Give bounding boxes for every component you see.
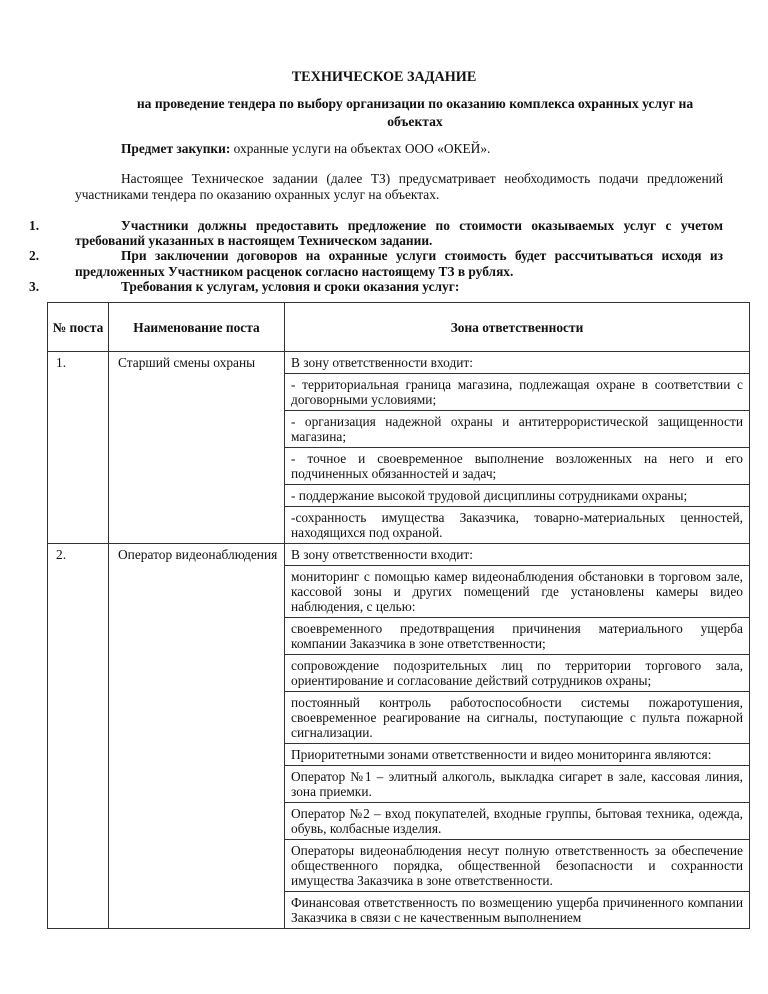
header-post-name: Наименование поста [109,303,285,352]
post-name: Оператор видеонаблюдения [109,544,285,929]
zone-line: - поддержание высокой трудовой дисциплины сотрудниками охраны; [285,485,749,507]
requirement-number: 2. [29,248,40,264]
table-header-row [48,303,750,352]
responsibility-zone [285,352,750,544]
zone-line: -сохранность имущества Заказчика, товарно-материальных ценностей, находящихся под охраной. [291,510,743,540]
document-title: ТЕХНИЧЕСКОЕ ЗАДАНИЕ [291,69,477,85]
requirement-item [29,218,723,249]
post-number: 1. [48,352,109,544]
intro-paragraph: Настоящее Техническое задании (далее ТЗ) предусматривает необходимость подачи предложений участниками тендера по оказанию охранных услуг на объектах. [75,171,723,202]
requirements-list [29,218,723,294]
zone-line: мониторинг с помощью камер видеонаблюдения обстановки в торговом зале, кассовой зоны и других помещений где установлены камеры видео наблюдения, с целью: [285,566,749,618]
document-subtitle: на проведение тендера по выбору организации по оказанию комплекса охранных услуг на объектах [136,96,694,129]
requirement-number: 3. [29,278,40,294]
table-row [48,544,750,929]
zone-line: Приоритетными зонами ответственности и видео мониторинга являются: [285,744,749,766]
zone-line: своевременного предотвращения причинения материального ущерба компании Заказчика в зоне ответственности; [285,618,749,655]
zone-line: Финансовая ответственность по возмещению ущерба причиненного компании Заказчика в связи с не качественным выполнением [291,895,743,925]
zone-line: - территориальная граница магазина, подлежащая охране в соответствии с договорными условиями; [285,374,749,411]
posts-table [47,302,750,929]
zone-line: - точное и своевременное выполнение возложенных на него и его подчиненных обязанностей и задач; [285,448,749,485]
requirement-text: Участники должны предоставить предложение по стоимости оказываемых услуг с учетом требований указанных в настоящем Техническом задании. [75,218,723,249]
post-number: 2. [48,544,109,929]
zone-line: Оператор №2 – вход покупателей, входные группы, бытовая техника, одежда, обувь, колбасные изделия. [285,803,749,840]
zone-line: Операторы видеонаблюдения несут полную ответственность за обеспечение общественного порядка, общественной безопасности и сохранности имущества Заказчика в зоне ответственности. [285,840,749,892]
zone-line: В зону ответственности входит: [285,544,749,566]
post-name: Старший смены охраны [109,352,285,544]
table-row [48,352,750,544]
requirement-item [29,248,723,279]
header-post-number: № поста [48,303,109,352]
subject-text: охранные услуги на объектах ООО «ОКЕЙ». [230,141,491,156]
zone-line: - организация надежной охраны и антитеррористической защищенности магазина; [285,411,749,448]
header-responsibility-zone: Зона ответственности [285,303,750,352]
requirement-text: Требования к услугам, условия и сроки оказания услуг: [121,278,460,294]
procurement-subject [121,140,741,158]
requirement-item [29,278,723,294]
requirement-number: 1. [29,218,40,233]
zone-line: Оператор №1 – элитный алкоголь, выкладка сигарет в зале, кассовая линия, зона приемки. [285,766,749,803]
requirement-text: При заключении договоров на охранные услуги стоимость будет рассчитываться исходя из предложенных Участником расценок согласно настоящему ТЗ в рублях. [75,248,723,279]
zone-line: сопровождение подозрительных лиц по территории торгового зала, ориентирование и согласование действий сотрудников охраны; [285,655,749,692]
zone-line: постоянный контроль работоспособности системы пожаротушения, своевременное реагирование на сигналы, поступающие с пульта пожарной сигнализации. [285,692,749,744]
subject-label: Предмет закупки: [121,141,231,156]
responsibility-zone [285,544,750,929]
zone-line: В зону ответственности входит: [285,352,749,374]
